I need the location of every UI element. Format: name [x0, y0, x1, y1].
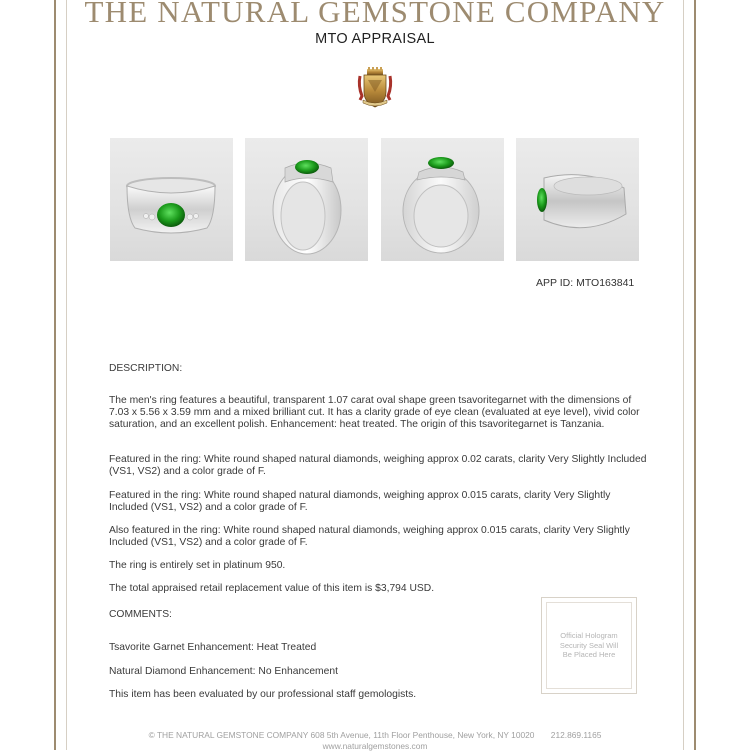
- description-paragraph: Featured in the ring: White round shaped natural diamonds, weighing approx 0.02 carats, clarity Very Slightly Included (VS1, VS2) and a color grade of F.: [109, 454, 649, 478]
- inner-border-left: [66, 0, 67, 750]
- footer: [0, 730, 750, 751]
- ring-photo-side: [516, 138, 639, 261]
- comments-heading: COMMENTS:: [109, 609, 649, 621]
- description-paragraph: Featured in the ring: White round shaped natural diamonds, weighing approx 0.015 carats, clarity Very Slightly Included (VS1, VS2) and a color grade of F.: [109, 490, 649, 514]
- description-paragraph: The ring is entirely set in platinum 950.: [109, 560, 649, 572]
- document-title: MTO APPRAISAL: [0, 31, 750, 47]
- description-paragraph: Also featured in the ring: White round shaped natural diamonds, weighing approx 0.015 carats, clarity Very Slightly Included (VS1, VS2) and a color grade of F.: [109, 525, 649, 549]
- footer-phone: 212.869.1165: [551, 730, 602, 740]
- hologram-seal-placeholder: [541, 597, 637, 694]
- outer-border-right: [694, 0, 696, 750]
- hologram-text: Security Seal Will: [560, 641, 618, 651]
- hologram-seal-inner: [546, 602, 632, 689]
- comment-item: Tsavorite Garnet Enhancement: Heat Treated: [109, 642, 649, 654]
- description-paragraph: The men's ring features a beautiful, transparent 1.07 carat oval shape green tsavoritegarnet with the dimensions of 7.03 x 5.56 x 3.59 mm and a mixed brilliant cut. It has a clarity grade of eye clean (evaluated at eye level), vivid color saturation, and an excellent polish. Enhancement: heat treated. The origin of this tsavoritegarnet is Tanzania.: [109, 395, 649, 431]
- hologram-text: Official Hologram: [560, 631, 618, 641]
- ring-photo-front: [110, 138, 233, 261]
- outer-border-left: [54, 0, 56, 750]
- footer-website[interactable]: www.naturalgemstones.com: [0, 741, 750, 751]
- comment-item: Natural Diamond Enhancement: No Enhancement: [109, 666, 649, 678]
- footer-contact: [0, 730, 750, 741]
- total-value: The total appraised retail replacement value of this item is $3,794 USD.: [109, 583, 649, 595]
- description-heading: DESCRIPTION:: [109, 363, 649, 375]
- footer-address: © THE NATURAL GEMSTONE COMPANY 608 5th Avenue, 11th Floor Penthouse, New York, NY 10020: [149, 730, 535, 740]
- inner-border-right: [683, 0, 684, 750]
- ring-photo-angled: [245, 138, 368, 261]
- crest-icon: [356, 66, 394, 110]
- comment-item: This item has been evaluated by our professional staff gemologists.: [109, 689, 649, 701]
- company-name: THE NATURAL GEMSTONE COMPANY: [0, 0, 750, 30]
- ring-photo-profile: [381, 138, 504, 261]
- hologram-text: Be Placed Here: [560, 650, 618, 660]
- app-id: APP ID: MTO163841: [536, 277, 634, 289]
